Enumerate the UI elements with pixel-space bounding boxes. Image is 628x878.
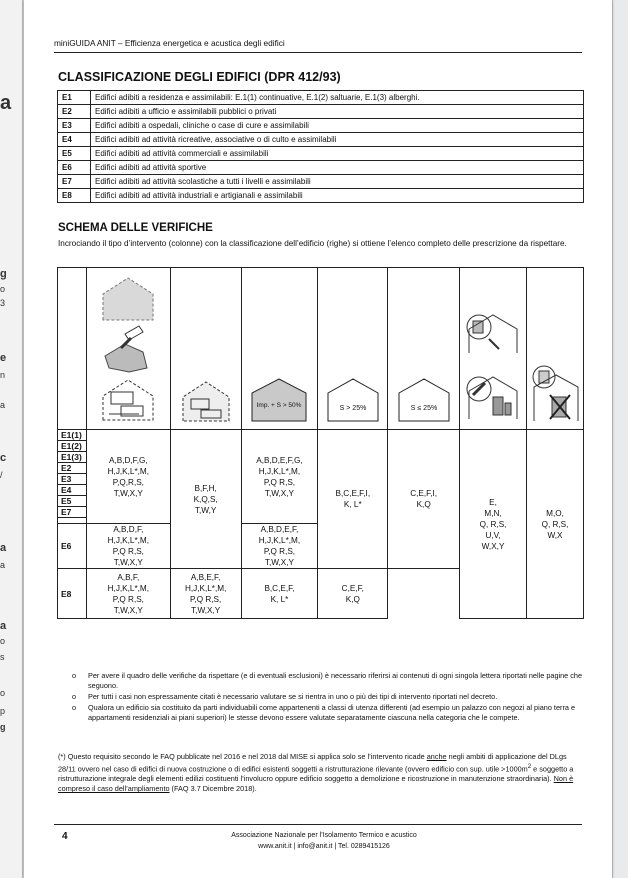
background-window-strip [0,0,23,878]
cell-line: Q, R,S, [541,519,569,529]
footnote-underlined: Non è compreso il caso dell’ampliamento [58,774,574,794]
background-fragment: 3 [0,298,6,308]
class-description: Edifici adibiti ad attività ricreative, associative o di culto e assimilabili [91,133,584,147]
icon-label: S ≤ 25% [410,405,437,412]
matrix-cell [241,524,318,569]
cell-line: C,E,F, [341,583,364,593]
class-description: Edifici adibiti ad attività commerciali e assimilabili [91,147,584,161]
table-row [58,430,584,441]
cell-line: P,Q R,S, [263,477,296,487]
cell-line: H,J,K,L*,M, [107,536,150,545]
class-description: Edifici adibiti a ospedali, cliniche o case di cure e assimilabili [91,119,584,133]
list-item [72,692,584,702]
cell-line: P,Q R,S, [112,547,144,556]
row-label: E1(1) [58,430,87,441]
cell-line: A,B,D,E,F, [260,525,299,534]
cell-line: K, L* [270,594,289,604]
row-label: E3 [58,474,87,485]
class-code: E7 [58,175,91,189]
cell-line: H,J,K,L*,M, [258,536,301,545]
icon-label: Imp. + S > 50% [257,402,302,409]
cell-line: P,Q R,S, [112,594,144,604]
table-row [58,105,584,119]
footer-credits [174,830,474,852]
matrix-cell [86,524,170,569]
table-row [58,119,584,133]
background-fragment: e [0,352,7,364]
cell-line: W,X,Y [481,541,505,551]
cell-line: T,W,X,Y [264,488,295,498]
matrix-cell [86,430,170,524]
footer-rule [54,824,582,825]
matrix-cell [170,430,241,569]
intervention-new-building [86,268,170,430]
cell-line: T,W,X,Y [113,605,143,615]
running-header: miniGUIDA ANIT – Efficienza energetica e acustica degli edifici [54,38,285,48]
cell-line: P,Q R,S, [263,547,296,556]
intervention-full-renovation [170,268,241,430]
cell-line: A,B,D,F,G, [109,455,148,465]
cell-line: T,W,X,Y [113,558,143,567]
cell-line: U,V, [485,530,501,540]
cell-line: T,W,X,Y [191,605,221,615]
background-fragment: g [0,268,7,280]
icon-label: S > 25% [339,405,367,412]
cell-line: A,B,E,F, [190,572,221,582]
note-text: Qualora un edificio sia costituito da parti individuabili come appartenenti a classi di utenza differenti (ad esempio un palazzo con negozi al piano terra e appartamenti residenziali ai piani superiori) le stesse devono essere valutate separatamente ciascuna nella categoria che le compete. [88,703,576,722]
cell-line: H,J,K,L*,M, [107,583,150,593]
matrix-cell [241,569,318,619]
classification-table [57,90,584,203]
cell-line: K,Q [345,594,360,604]
table-row [58,91,584,105]
background-fragment: a [0,620,7,632]
notes-list [72,671,584,724]
matrix-icon-row [58,268,584,430]
matrix-cell [170,569,241,619]
classification-title: CLASSIFICAZIONE DEGLI EDIFICI (DPR 412/93) [58,70,341,84]
new-building-demolition-icon [95,274,161,424]
cell-line: M,O, [546,508,564,518]
footnote-text: (*) Questo requisito secondo le FAQ pubblicate nel 2016 e nel 2018 dal MISE si applica solo se l’intervento ricade [58,752,427,761]
table-row [58,189,584,203]
bullet: o [72,703,77,712]
background-fragment: a [0,560,6,570]
intervention-plant-works [460,268,527,430]
class-description: Edifici adibiti ad attività scolastiche a tutti i livelli e assimilabili [91,175,584,189]
footer-association: Associazione Nazionale per l’Isolamento Termico e acustico [231,832,417,839]
table-row [58,175,584,189]
intervention-renovation-over-25 [318,268,388,430]
class-code: E6 [58,161,91,175]
matrix-corner [58,268,87,430]
matrix-cell [527,430,584,619]
note-text: Per tutti i casi non espressamente citati è necessario valutare se si rientra in uno o più dei tipi di intervento riportati nel decreto. [88,692,498,701]
cell-line: A,B,D,F, [113,525,144,534]
background-fragment: g [0,722,6,732]
class-code: E3 [58,119,91,133]
header-rule [54,52,582,53]
cell-line: T,W,X,Y [264,558,295,567]
table-row [58,133,584,147]
generator-replace-icon [530,363,580,423]
footnote-underlined: anche [426,752,447,761]
matrix-cell [318,569,388,619]
envelope-system-icon [248,377,310,423]
vertical-scrollbar[interactable] [612,0,628,878]
background-fragment: p [0,706,6,716]
bullet: o [72,692,77,701]
class-code: E8 [58,189,91,203]
background-fragment: a [0,92,12,114]
cell-line: K, L* [343,500,362,509]
class-code: E4 [58,133,91,147]
row-label: E5 [58,496,87,507]
list-item [72,671,584,691]
table-row [58,147,584,161]
background-fragment: o [0,284,6,294]
cell-line: E, [489,497,497,507]
matrix-cell [460,430,527,619]
class-description: Edifici adibiti ad attività sportive [91,161,584,175]
background-fragment: a [0,400,6,410]
cell-line: M,N, [484,508,502,518]
intervention-renovation-under-25 [388,268,460,430]
cell-line: P,Q R,S, [190,594,222,604]
cell-line: H,J,K,L*,M, [184,583,227,593]
background-fragment: n [0,370,6,380]
cell-line: H,J,K,L*,M, [258,466,301,476]
cell-line: P,Q,R,S, [112,477,144,487]
matrix-cell [318,430,388,569]
heating-system-icon [463,293,523,423]
footnote-superscript: 2 [527,763,532,770]
footnote-text: (FAQ 3.7 Dicembre 2018). [169,784,257,794]
list-item [72,703,584,723]
background-fragment: o [0,636,6,646]
cell-line: B,F,H, [194,483,217,493]
cell-line: C,E,F,I, [410,489,438,498]
footer-contacts: www.anit.it | info@anit.it | Tel. 0289415126 [258,843,390,850]
scheme-title: SCHEMA DELLE VERIFICHE [58,222,213,234]
cell-line: A,B,F, [117,572,140,582]
matrix-cell [241,430,318,524]
note-text: Per avere il quadro delle verifiche da rispettare (e di eventuali esclusioni) è necessario riferirsi ai contenuti di ogni singola lettera riportati nelle pagine che seguono. [88,671,583,690]
cell-line: H,J,K,L*,M, [107,466,150,476]
row-label: E7 [58,507,87,518]
cell-line: K,Q [416,500,431,509]
class-code: E2 [58,105,91,119]
cell-line: A,B,D,E,F,G, [256,455,303,465]
background-fragment: c [0,452,7,464]
background-fragment: a [0,542,7,554]
cell-line: K,Q,S, [193,494,218,504]
background-fragment: s [0,652,5,662]
cell-line: B,C,E,F, [264,583,295,593]
class-description: Edifici adibiti a residenza e assimilabili: E.1(1) continuative, E.1(2) saltuarie, E.1(3) alberghi. [91,91,584,105]
row-label: E2 [58,463,87,474]
row-label: E6 [58,524,87,569]
class-code: E1 [58,91,91,105]
class-description: Edifici adibiti a ufficio e assimilabili pubblici o privati [91,105,584,119]
intervention-major-renovation [241,268,318,430]
cell-line: Q, R,S, [479,519,507,529]
class-description: Edifici adibiti ad attività industriali e artigianali e assimilabili [91,189,584,203]
verification-matrix [57,267,584,619]
document-page [24,0,612,878]
page-number: 4 [62,831,68,842]
bullet: o [72,671,77,680]
footnote-text: negli ambiti di applicazione del DLgs 28/11 ovvero nel caso di edifici di nuova costruzione o di edifici esistenti soggetti a ristrutturazione rilevante (ovvero edificio con sup. utile >1000m [58,752,567,774]
cell-line: W,X [547,530,563,540]
intervention-generator-replacement [527,268,584,430]
class-code: E5 [58,147,91,161]
cell-line: T,W,X,Y [113,488,143,498]
row-label: E1(3) [58,452,87,463]
scheme-intro: Incrociando il tipo d’intervento (colonne) con la classificazione dell’edificio (righe) si ottiene l’elenco completo delle prescrizione da rispettare. [58,239,567,248]
footnote-text: e soggetto a ristrutturazione integrale degli elementi edilizi costituenti l’involucro oppure edificio soggetto a demolizione e ricostruzione in manutenzione straordinaria). [58,764,574,784]
cell-line: T,W,Y [194,505,217,515]
table-row [58,161,584,175]
building-renovation-icon [179,379,233,423]
row-label: E1(2) [58,441,87,452]
row-label: E8 [58,569,87,619]
house-outline-icon [395,377,453,423]
row-label: E4 [58,485,87,496]
footnote [58,752,584,794]
background-fragment: o [0,688,6,698]
background-fragment: / [0,470,3,480]
matrix-cell [388,430,460,569]
cell-line: B,C,E,F,I, [335,489,371,498]
matrix-cell [86,569,170,619]
house-outline-icon [324,377,382,423]
